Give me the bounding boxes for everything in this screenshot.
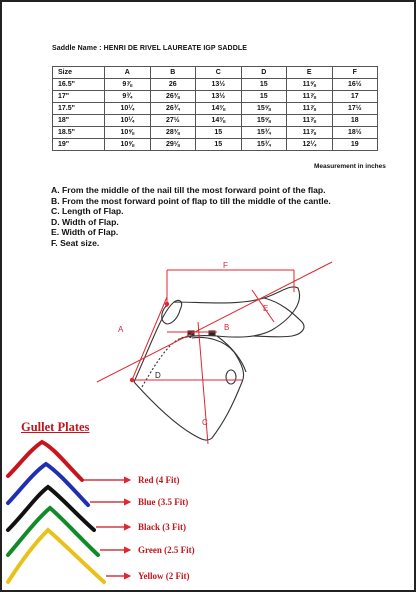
gullet-label-blue: Blue (3.5 Fit) (138, 497, 189, 507)
table-cell: 27½ (150, 115, 196, 127)
legend-item-f: F. Seat size. (51, 237, 100, 248)
saddle-diagram (2, 2, 414, 590)
table-cell: 28⅜ (150, 127, 196, 139)
table-cell: 13½ (196, 79, 242, 91)
gullet-label-green: Green (2.5 Fit) (138, 545, 195, 555)
header-cell: A (105, 67, 151, 79)
saddle-drawing (134, 287, 304, 440)
table-cell: 11⅞ (287, 115, 333, 127)
table-cell: 11⅞ (287, 127, 333, 139)
table-cell: 17 (332, 91, 378, 103)
table-cell: 26 (150, 79, 196, 91)
table-cell: 11⅞ (287, 103, 333, 115)
legend-item-c: C. Length of Flap. (51, 206, 124, 217)
table-cell: 18 (332, 115, 378, 127)
table-cell: 9⅞ (105, 79, 151, 91)
header-cell: E (287, 67, 333, 79)
label-e: E (263, 304, 269, 313)
table-cell: 14⅜ (196, 115, 242, 127)
table-cell: 16.5" (53, 79, 105, 91)
table-cell: 18" (53, 115, 105, 127)
legend-item-a: A. From the middle of the nail till the most forward point of the flap. (51, 185, 326, 195)
table-cell: 18½ (332, 127, 378, 139)
table-cell: 15 (241, 91, 287, 103)
table-cell: 15⅝ (241, 103, 287, 115)
table-cell: 18.5" (53, 127, 105, 139)
table-cell: 19" (53, 139, 105, 151)
table-cell: 15 (196, 139, 242, 151)
table-cell: 9¾ (105, 91, 151, 103)
table-cell: 10¼ (105, 115, 151, 127)
gullet-plates-title: Gullet Plates (21, 420, 90, 434)
table-cell: 14⅜ (196, 103, 242, 115)
table-cell: 10¼ (105, 103, 151, 115)
table-cell: 17.5" (53, 103, 105, 115)
table-cell: 15¾ (241, 139, 287, 151)
gullet-label-yellow: Yellow (2 Fit) (138, 571, 190, 581)
table-cell: 26¾ (150, 103, 196, 115)
label-b: B (224, 323, 230, 332)
legend-item-e: E. Width of Flap. (51, 227, 119, 238)
table-cell: 15 (241, 79, 287, 91)
table-cell: 19 (332, 139, 378, 151)
label-a: A (118, 325, 124, 334)
header-cell: F (332, 67, 378, 79)
legend-item-d: D. Width of Flap. (51, 216, 119, 227)
header-cell: D (241, 67, 287, 79)
header-cell: Size (53, 67, 105, 79)
table-cell: 15¾ (241, 127, 287, 139)
table-cell: 17½ (332, 103, 378, 115)
header-cell: C (196, 67, 242, 79)
label-d: D (155, 371, 161, 380)
nail-point (130, 378, 134, 382)
table-cell: 29⅛ (150, 139, 196, 151)
legend-item-b: B. From the most forward point of flap to till the middle of the cantle. (51, 195, 331, 206)
table-cell: 26⅜ (150, 91, 196, 103)
table-cell: 11⅞ (287, 91, 333, 103)
gullet-plates-drawing (8, 442, 104, 582)
table-cell: 13½ (196, 91, 242, 103)
gullet-label-black: Black (3 Fit) (138, 522, 186, 532)
table-cell: 12¼ (287, 139, 333, 151)
gullet-plate-red (8, 442, 82, 480)
measure-line-a (132, 297, 167, 380)
measurement-note: Measurement in inches (314, 163, 386, 170)
gullet-label-red: Red (4 Fit) (138, 475, 180, 485)
table-cell: 10⅝ (105, 139, 151, 151)
table-cell: 15 (196, 127, 242, 139)
table-cell: 17" (53, 91, 105, 103)
header-cell: B (150, 67, 196, 79)
label-c: C (202, 418, 208, 427)
measure-line-diagonal (97, 262, 332, 382)
label-f: F (223, 261, 228, 270)
flap-point (165, 302, 169, 306)
table-cell: 11⅝ (287, 79, 333, 91)
table-cell: 16½ (332, 79, 378, 91)
table-cell: 15⅝ (241, 115, 287, 127)
table-cell: 10⅝ (105, 127, 151, 139)
saddle-name: Saddle Name : HENRI DE RIVEL LAUREATE IGP SADDLE (52, 45, 247, 52)
